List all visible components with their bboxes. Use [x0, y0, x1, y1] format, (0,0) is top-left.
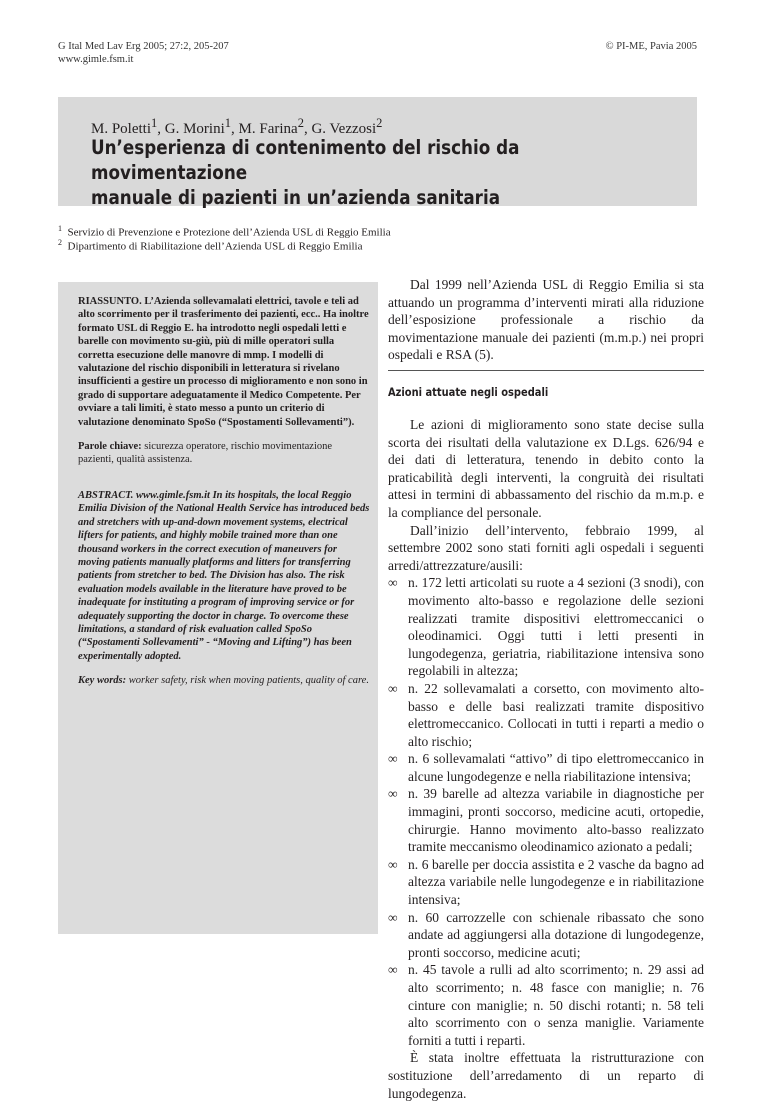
body-text [388, 416, 704, 1102]
paragraph: È stata inoltre effettuata la ristrutturazione con sostituzione dell’arredamento di un reparto di lungodegenza. [388, 1050, 704, 1101]
title-line: manuale di pazienti in un’azienda sanitaria [91, 186, 501, 209]
authors: M. Poletti$^1$, G. Morini$^1$, M. Farina$^2$, G. Vezzosi$^2$ [91, 116, 383, 137]
list-item: ∞ n. 6 barelle per doccia assistita e 2 vasche da bagno ad altezza variabile nelle lungodegenze e in riabilitazione intensiva; [388, 856, 704, 908]
list-item: ∞ n. 6 sollevamalati “attivo” di tipo elettromeccanico in alcune lungodegenze e nella riabilitazione intensiva; [388, 751, 704, 784]
abstract-box [58, 282, 378, 934]
list-item: ∞ n. 22 sollevamalati a corsetto, con movimento alto-basso e delle basi realizzati tramite dispositivo elettromeccanico. Collocati in tutti i reparti a medio o alto rischio; [388, 680, 704, 749]
section-heading: Azioni attuate negli ospedali [388, 385, 549, 399]
title-block [58, 97, 697, 209]
riassunto: RIASSUNTO. L’Azienda sollevamalati elettrici, tavole e teli ad alto scorrimento per il trasferimento dei pazienti, ecc.. Ha inoltre formato USL di Reggio E. ha introdotto negli ospedali letti e barelle con movimento su-giù, più di mille operatori sulla corretta esecuzione delle manovre di mmp. I modelli di valutazione del rischio disponibili in letteratura si rivelano insufficienti a gestire un processo di miglioramento e non sono in grado di supportare adeguatamente il Medico Competente. Per ovviare a tali limiti, è stato messo a punto un criterio di valutazione denominato SpoSo (“Spostamenti Sollevamenti”). [78, 296, 369, 428]
journal-citation: G Ital Med Lav Erg 2005; 27:2, 205-207 [58, 41, 229, 52]
section-divider [388, 370, 704, 371]
copyright: © PI-ME, Pavia 2005 [605, 41, 697, 52]
list-item: ∞ n. 172 letti articolati su ruote a 4 sezioni (3 snodi), con movimento alto-basso e regolazione delle sezioni realizzati tramite dispositivi elettromeccanici o oleodinamici. Oggi tutti i letti presenti in lungodegenza, geriatria, riabilitazione intensiva sono regolabili in altezza; [388, 575, 704, 679]
journal-header [58, 40, 229, 66]
paragraph: Dall’inizio dell’intervento, febbraio 1999, al settembre 2002 sono stati forniti agli ospedali i seguenti arredi/attrezzature/ausili: [388, 522, 704, 573]
list-item: ∞ n. 45 tavole a rulli ad alto scorrimento; n. 29 assi ad alto scorrimento; n. 48 fasce con maniglie; n. 76 cinture con maniglie; n. 50 dischi rotanti; n. 58 teli alto scorrimento con o senza maniglie. Variamente forniti a tutti i reparti. [388, 962, 704, 1048]
list-item: ∞ n. 39 barelle ad altezza variabile in diagnostiche per immagini, pronti soccorso, medicine acuti, ortopedie, chirurgie. Hanno movimento alto-basso realizzato tramite meccanismo oleodinamico azionato a pedali; [388, 786, 704, 855]
abstract-english: ABSTRACT. www.gimle.fsm.it In its hospitals, the local Reggio Emilia Division of the National Health Service has introduced beds and stretchers with up-and-down movement systems, electrical lifters for patients, and highly mobile trained more than one thousand workers in the correct execution of maneuvers for moving patients manually platforms and litters for transferring patients from stretcher to bed. The Division has also. The risk evaluation models available in the literature have proved to be inadequate for instituting a program of improving service or for adequately supporting the doctor in charge. To overcome these limitations, a standard of risk evaluation called SpoSo (“Spostamenti Sollevamenti” - “Moving and Lifting”) has been experimentally adopted. [78, 489, 370, 662]
title-line: Un’esperienza di contenimento del rischio da movimentazione [91, 136, 520, 184]
journal-url: www.gimle.fsm.it [58, 54, 134, 65]
key-words: Key words: worker safety, risk when moving patients, quality of care. [78, 675, 369, 687]
author: G. Morini$^1$ [164, 116, 232, 137]
equipment-list [388, 574, 704, 1049]
parole-chiave: Parole chiave: sicurezza operatore, rischio movimentazione pazienti, qualità assistenza. [78, 441, 333, 466]
author: G. Vezzosi$^2$ [311, 116, 383, 137]
affiliation: $^2$ Dipartimento di Riabilitazione dell’Azienda USL di Reggio Emilia [58, 238, 363, 253]
article-title [91, 135, 676, 210]
intro-paragraph: Dal 1999 nell’Azienda USL di Reggio Emilia si sta attuando un programma d’interventi mirati alla riduzione dell’esposizione professionale a rischio da movimentazione manuale dei pazienti (m.m.p.) nei propri ospedali e RSA (5). [388, 277, 704, 363]
paragraph: Le azioni di miglioramento sono state decise sulla scorta dei risultati della valutazione ex D.Lgs. 626/94 e dei dati di letteratura, tenendo in debito conto la praticabilità degli interventi, la congruità dei risultati attesi in termini di abbassamento del rischio da m.m.p. e la compliance del personale. [388, 417, 704, 520]
author: M. Farina$^2$ [238, 116, 304, 137]
list-item: ∞ n. 60 carrozzelle con schienale ribassato che sono andate ad aggiungersi alla dotazione di lungodegenze, pronti soccorso, medicine acuti; [388, 909, 704, 960]
affiliation: $^1$ Servizio di Prevenzione e Protezione dell’Azienda USL di Reggio Emilia [58, 224, 391, 239]
author: M. Poletti$^1$ [91, 116, 158, 137]
